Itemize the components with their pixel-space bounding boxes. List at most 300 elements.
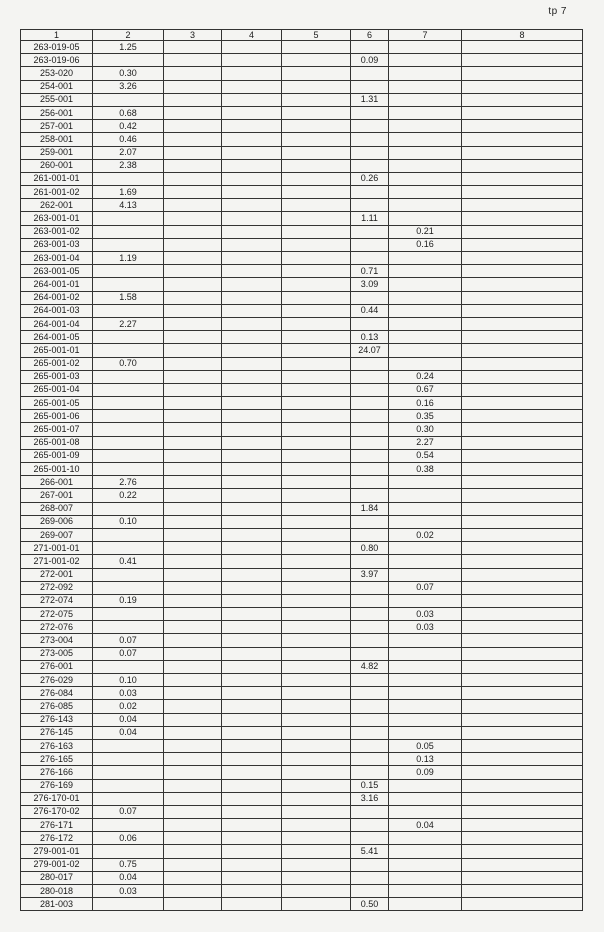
- value-cell-col-7: [389, 133, 462, 146]
- value-cell-col-4: [222, 858, 282, 871]
- row-code-cell: 272-092: [21, 581, 93, 594]
- value-cell-col-3: [164, 93, 222, 106]
- value-cell-col-3: [164, 792, 222, 805]
- value-cell-col-3: [164, 344, 222, 357]
- value-cell-col-6: [351, 383, 389, 396]
- value-cell-col-4: [222, 344, 282, 357]
- value-cell-col-6: [351, 647, 389, 660]
- value-cell-col-3: [164, 397, 222, 410]
- value-cell-col-2: 2.38: [93, 159, 164, 172]
- value-cell-col-3: [164, 199, 222, 212]
- value-cell-col-6: [351, 291, 389, 304]
- value-cell-col-7: [389, 476, 462, 489]
- row-code-cell: 279-001-01: [21, 845, 93, 858]
- value-cell-col-7: 0.38: [389, 463, 462, 476]
- value-cell-col-3: [164, 133, 222, 146]
- row-code-cell: 276-001: [21, 660, 93, 673]
- row-code-cell: 264-001-01: [21, 278, 93, 291]
- value-cell-col-5: [282, 106, 351, 119]
- row-code-cell: 264-001-05: [21, 331, 93, 344]
- value-cell-col-2: [93, 238, 164, 251]
- value-cell-col-2: [93, 410, 164, 423]
- value-cell-col-8: [462, 634, 583, 647]
- value-cell-col-7: [389, 146, 462, 159]
- value-cell-col-4: [222, 304, 282, 317]
- row-code-cell: 265-001-07: [21, 423, 93, 436]
- value-cell-col-3: [164, 660, 222, 673]
- value-cell-col-4: [222, 252, 282, 265]
- value-cell-col-4: [222, 647, 282, 660]
- value-cell-col-8: [462, 832, 583, 845]
- value-cell-col-7: [389, 845, 462, 858]
- value-cell-col-8: [462, 265, 583, 278]
- value-cell-col-8: [462, 819, 583, 832]
- row-code-cell: 280-017: [21, 871, 93, 884]
- value-cell-col-6: [351, 713, 389, 726]
- table-row: [21, 515, 583, 528]
- value-cell-col-4: [222, 397, 282, 410]
- row-code-cell: 273-005: [21, 647, 93, 660]
- value-cell-col-5: [282, 581, 351, 594]
- value-cell-col-3: [164, 212, 222, 225]
- value-cell-col-5: [282, 463, 351, 476]
- value-cell-col-7: [389, 660, 462, 673]
- value-cell-col-5: [282, 845, 351, 858]
- row-code-cell: 265-001-08: [21, 436, 93, 449]
- row-code-cell: 271-001-02: [21, 555, 93, 568]
- row-code-cell: 263-001-05: [21, 265, 93, 278]
- table-row: [21, 291, 583, 304]
- value-cell-col-5: [282, 608, 351, 621]
- row-code-cell: 276-170-01: [21, 792, 93, 805]
- value-cell-col-3: [164, 555, 222, 568]
- row-code-cell: 266-001: [21, 476, 93, 489]
- value-cell-col-8: [462, 568, 583, 581]
- value-cell-col-3: [164, 463, 222, 476]
- value-cell-col-3: [164, 449, 222, 462]
- row-code-cell: 276-171: [21, 819, 93, 832]
- value-cell-col-2: 0.30: [93, 67, 164, 80]
- value-cell-col-2: 1.25: [93, 41, 164, 54]
- value-cell-col-4: [222, 146, 282, 159]
- value-cell-col-5: [282, 687, 351, 700]
- value-cell-col-4: [222, 779, 282, 792]
- value-cell-col-5: [282, 792, 351, 805]
- row-code-cell: 262-001: [21, 199, 93, 212]
- value-cell-col-8: [462, 331, 583, 344]
- value-cell-col-6: [351, 357, 389, 370]
- value-cell-col-3: [164, 80, 222, 93]
- value-cell-col-3: [164, 106, 222, 119]
- value-cell-col-8: [462, 252, 583, 265]
- value-cell-col-2: [93, 621, 164, 634]
- table-row: [21, 594, 583, 607]
- table-body: [21, 41, 583, 911]
- row-code-cell: 272-075: [21, 608, 93, 621]
- value-cell-col-2: [93, 331, 164, 344]
- value-cell-col-8: [462, 186, 583, 199]
- value-cell-col-7: [389, 885, 462, 898]
- value-cell-col-6: [351, 489, 389, 502]
- value-cell-col-3: [164, 159, 222, 172]
- value-cell-col-8: [462, 106, 583, 119]
- value-cell-col-6: [351, 634, 389, 647]
- value-cell-col-3: [164, 489, 222, 502]
- value-cell-col-2: 0.03: [93, 885, 164, 898]
- value-cell-col-3: [164, 265, 222, 278]
- value-cell-col-8: [462, 528, 583, 541]
- value-cell-col-5: [282, 726, 351, 739]
- value-cell-col-8: [462, 674, 583, 687]
- value-cell-col-7: 0.09: [389, 766, 462, 779]
- value-cell-col-7: 0.30: [389, 423, 462, 436]
- value-cell-col-5: [282, 436, 351, 449]
- value-cell-col-4: [222, 634, 282, 647]
- value-cell-col-8: [462, 238, 583, 251]
- value-cell-col-8: [462, 225, 583, 238]
- value-cell-col-3: [164, 186, 222, 199]
- value-cell-col-7: [389, 713, 462, 726]
- table-row: [21, 120, 583, 133]
- value-cell-col-2: [93, 502, 164, 515]
- value-cell-col-4: [222, 515, 282, 528]
- value-cell-col-4: [222, 331, 282, 344]
- value-cell-col-5: [282, 700, 351, 713]
- value-cell-col-4: [222, 594, 282, 607]
- value-cell-col-6: 0.26: [351, 172, 389, 185]
- value-cell-col-6: [351, 700, 389, 713]
- value-cell-col-4: [222, 700, 282, 713]
- value-cell-col-7: [389, 304, 462, 317]
- value-cell-col-4: [222, 357, 282, 370]
- value-cell-col-5: [282, 357, 351, 370]
- table-row: [21, 331, 583, 344]
- row-code-cell: 259-001: [21, 146, 93, 159]
- row-code-cell: 265-001-01: [21, 344, 93, 357]
- value-cell-col-7: [389, 106, 462, 119]
- value-cell-col-6: [351, 515, 389, 528]
- row-code-cell: 256-001: [21, 106, 93, 119]
- data-table: [20, 29, 583, 911]
- value-cell-col-2: [93, 660, 164, 673]
- value-cell-col-5: [282, 252, 351, 265]
- row-code-cell: 279-001-02: [21, 858, 93, 871]
- table-row: [21, 621, 583, 634]
- value-cell-col-4: [222, 792, 282, 805]
- value-cell-col-2: [93, 766, 164, 779]
- value-cell-col-3: [164, 819, 222, 832]
- header-row: [21, 30, 583, 41]
- value-cell-col-2: 0.06: [93, 832, 164, 845]
- value-cell-col-3: [164, 370, 222, 383]
- value-cell-col-8: [462, 291, 583, 304]
- table-row: [21, 753, 583, 766]
- value-cell-col-3: [164, 739, 222, 752]
- value-cell-col-7: 0.35: [389, 410, 462, 423]
- value-cell-col-7: [389, 858, 462, 871]
- value-cell-col-3: [164, 700, 222, 713]
- value-cell-col-7: [389, 186, 462, 199]
- value-cell-col-6: 3.09: [351, 278, 389, 291]
- value-cell-col-5: [282, 674, 351, 687]
- value-cell-col-2: [93, 383, 164, 396]
- value-cell-col-8: [462, 726, 583, 739]
- value-cell-col-8: [462, 608, 583, 621]
- value-cell-col-5: [282, 159, 351, 172]
- row-code-cell: 276-145: [21, 726, 93, 739]
- value-cell-col-3: [164, 713, 222, 726]
- value-cell-col-5: [282, 898, 351, 911]
- value-cell-col-3: [164, 357, 222, 370]
- value-cell-col-6: 5.41: [351, 845, 389, 858]
- value-cell-col-7: 0.07: [389, 581, 462, 594]
- value-cell-col-6: [351, 199, 389, 212]
- table-row: [21, 489, 583, 502]
- value-cell-col-7: 0.03: [389, 621, 462, 634]
- value-cell-col-7: 0.16: [389, 397, 462, 410]
- value-cell-col-8: [462, 278, 583, 291]
- column-header: 2: [93, 30, 164, 41]
- value-cell-col-2: [93, 542, 164, 555]
- value-cell-col-4: [222, 41, 282, 54]
- value-cell-col-6: [351, 370, 389, 383]
- table-row: [21, 885, 583, 898]
- value-cell-col-8: [462, 766, 583, 779]
- value-cell-col-7: [389, 159, 462, 172]
- value-cell-col-2: 0.07: [93, 634, 164, 647]
- value-cell-col-4: [222, 687, 282, 700]
- row-code-cell: 276-143: [21, 713, 93, 726]
- table-row: [21, 713, 583, 726]
- value-cell-col-8: [462, 212, 583, 225]
- table-row: [21, 739, 583, 752]
- value-cell-col-5: [282, 753, 351, 766]
- value-cell-col-7: 0.13: [389, 753, 462, 766]
- value-cell-col-6: 1.31: [351, 93, 389, 106]
- value-cell-col-6: [351, 436, 389, 449]
- value-cell-col-2: [93, 172, 164, 185]
- value-cell-col-2: 0.04: [93, 713, 164, 726]
- value-cell-col-4: [222, 225, 282, 238]
- value-cell-col-7: [389, 344, 462, 357]
- value-cell-col-4: [222, 265, 282, 278]
- value-cell-col-3: [164, 647, 222, 660]
- value-cell-col-8: [462, 489, 583, 502]
- value-cell-col-4: [222, 502, 282, 515]
- value-cell-col-3: [164, 779, 222, 792]
- value-cell-col-6: [351, 67, 389, 80]
- value-cell-col-3: [164, 621, 222, 634]
- value-cell-col-8: [462, 739, 583, 752]
- row-code-cell: 257-001: [21, 120, 93, 133]
- table-row: [21, 660, 583, 673]
- value-cell-col-5: [282, 172, 351, 185]
- column-header: 8: [462, 30, 583, 41]
- value-cell-col-6: [351, 106, 389, 119]
- value-cell-col-7: 0.04: [389, 819, 462, 832]
- value-cell-col-5: [282, 80, 351, 93]
- value-cell-col-4: [222, 871, 282, 884]
- row-code-cell: 272-076: [21, 621, 93, 634]
- value-cell-col-8: [462, 594, 583, 607]
- row-code-cell: 260-001: [21, 159, 93, 172]
- value-cell-col-7: [389, 357, 462, 370]
- value-cell-col-2: 2.07: [93, 146, 164, 159]
- row-code-cell: 263-019-05: [21, 41, 93, 54]
- table-row: [21, 805, 583, 818]
- value-cell-col-5: [282, 212, 351, 225]
- value-cell-col-3: [164, 858, 222, 871]
- row-code-cell: 276-169: [21, 779, 93, 792]
- row-code-cell: 255-001: [21, 93, 93, 106]
- table-row: [21, 146, 583, 159]
- row-code-cell: 276-165: [21, 753, 93, 766]
- value-cell-col-4: [222, 832, 282, 845]
- value-cell-col-8: [462, 845, 583, 858]
- value-cell-col-8: [462, 805, 583, 818]
- table-row: [21, 265, 583, 278]
- value-cell-col-2: 0.41: [93, 555, 164, 568]
- row-code-cell: 263-001-01: [21, 212, 93, 225]
- value-cell-col-6: [351, 252, 389, 265]
- value-cell-col-7: [389, 542, 462, 555]
- table-row: [21, 555, 583, 568]
- value-cell-col-2: 0.10: [93, 515, 164, 528]
- value-cell-col-4: [222, 845, 282, 858]
- row-code-cell: 265-001-05: [21, 397, 93, 410]
- value-cell-col-2: [93, 397, 164, 410]
- table-row: [21, 819, 583, 832]
- value-cell-col-8: [462, 383, 583, 396]
- value-cell-col-3: [164, 542, 222, 555]
- value-cell-col-3: [164, 832, 222, 845]
- value-cell-col-6: [351, 832, 389, 845]
- value-cell-col-4: [222, 766, 282, 779]
- value-cell-col-2: 0.03: [93, 687, 164, 700]
- value-cell-col-2: 0.04: [93, 726, 164, 739]
- value-cell-col-5: [282, 871, 351, 884]
- value-cell-col-5: [282, 819, 351, 832]
- value-cell-col-3: [164, 304, 222, 317]
- table-row: [21, 93, 583, 106]
- table-row: [21, 858, 583, 871]
- value-cell-col-7: [389, 568, 462, 581]
- value-cell-col-4: [222, 436, 282, 449]
- value-cell-col-4: [222, 172, 282, 185]
- value-cell-col-6: [351, 41, 389, 54]
- table-row: [21, 317, 583, 330]
- value-cell-col-2: 0.70: [93, 357, 164, 370]
- value-cell-col-6: [351, 463, 389, 476]
- value-cell-col-2: 1.69: [93, 186, 164, 199]
- value-cell-col-4: [222, 489, 282, 502]
- value-cell-col-4: [222, 80, 282, 93]
- value-cell-col-7: 0.03: [389, 608, 462, 621]
- value-cell-col-5: [282, 594, 351, 607]
- value-cell-col-6: [351, 726, 389, 739]
- table-row: [21, 581, 583, 594]
- value-cell-col-2: [93, 265, 164, 278]
- value-cell-col-4: [222, 54, 282, 67]
- value-cell-col-5: [282, 858, 351, 871]
- value-cell-col-2: [93, 370, 164, 383]
- value-cell-col-8: [462, 410, 583, 423]
- row-code-cell: 261-001-02: [21, 186, 93, 199]
- value-cell-col-7: 0.54: [389, 449, 462, 462]
- value-cell-col-8: [462, 792, 583, 805]
- value-cell-col-7: [389, 555, 462, 568]
- value-cell-col-7: [389, 687, 462, 700]
- value-cell-col-5: [282, 225, 351, 238]
- value-cell-col-2: 2.76: [93, 476, 164, 489]
- value-cell-col-2: [93, 225, 164, 238]
- row-code-cell: 271-001-01: [21, 542, 93, 555]
- value-cell-col-8: [462, 449, 583, 462]
- value-cell-col-5: [282, 397, 351, 410]
- value-cell-col-5: [282, 515, 351, 528]
- row-code-cell: 253-020: [21, 67, 93, 80]
- value-cell-col-7: [389, 265, 462, 278]
- row-code-cell: 269-006: [21, 515, 93, 528]
- value-cell-col-2: [93, 423, 164, 436]
- value-cell-col-4: [222, 805, 282, 818]
- value-cell-col-6: 3.16: [351, 792, 389, 805]
- row-code-cell: 265-001-09: [21, 449, 93, 462]
- value-cell-col-5: [282, 291, 351, 304]
- value-cell-col-8: [462, 885, 583, 898]
- value-cell-col-2: 0.22: [93, 489, 164, 502]
- value-cell-col-7: 0.16: [389, 238, 462, 251]
- value-cell-col-4: [222, 212, 282, 225]
- table-row: [21, 106, 583, 119]
- value-cell-col-5: [282, 278, 351, 291]
- row-code-cell: 267-001: [21, 489, 93, 502]
- value-cell-col-7: [389, 331, 462, 344]
- value-cell-col-6: [351, 581, 389, 594]
- table-row: [21, 502, 583, 515]
- value-cell-col-6: [351, 317, 389, 330]
- value-cell-col-7: [389, 805, 462, 818]
- value-cell-col-5: [282, 120, 351, 133]
- value-cell-col-5: [282, 449, 351, 462]
- value-cell-col-6: [351, 528, 389, 541]
- value-cell-col-7: 0.24: [389, 370, 462, 383]
- value-cell-col-6: 0.80: [351, 542, 389, 555]
- value-cell-col-3: [164, 252, 222, 265]
- row-code-cell: 276-170-02: [21, 805, 93, 818]
- value-cell-col-4: [222, 885, 282, 898]
- value-cell-col-7: [389, 41, 462, 54]
- value-cell-col-2: 0.07: [93, 805, 164, 818]
- value-cell-col-7: [389, 291, 462, 304]
- table-row: [21, 476, 583, 489]
- value-cell-col-3: [164, 423, 222, 436]
- value-cell-col-8: [462, 397, 583, 410]
- table-row: [21, 647, 583, 660]
- value-cell-col-4: [222, 133, 282, 146]
- row-code-cell: 276-172: [21, 832, 93, 845]
- value-cell-col-5: [282, 133, 351, 146]
- value-cell-col-3: [164, 885, 222, 898]
- value-cell-col-3: [164, 54, 222, 67]
- value-cell-col-3: [164, 476, 222, 489]
- value-cell-col-6: [351, 159, 389, 172]
- value-cell-col-7: [389, 120, 462, 133]
- value-cell-col-8: [462, 463, 583, 476]
- value-cell-col-5: [282, 739, 351, 752]
- page-number: tp 7: [548, 6, 567, 17]
- value-cell-col-6: [351, 238, 389, 251]
